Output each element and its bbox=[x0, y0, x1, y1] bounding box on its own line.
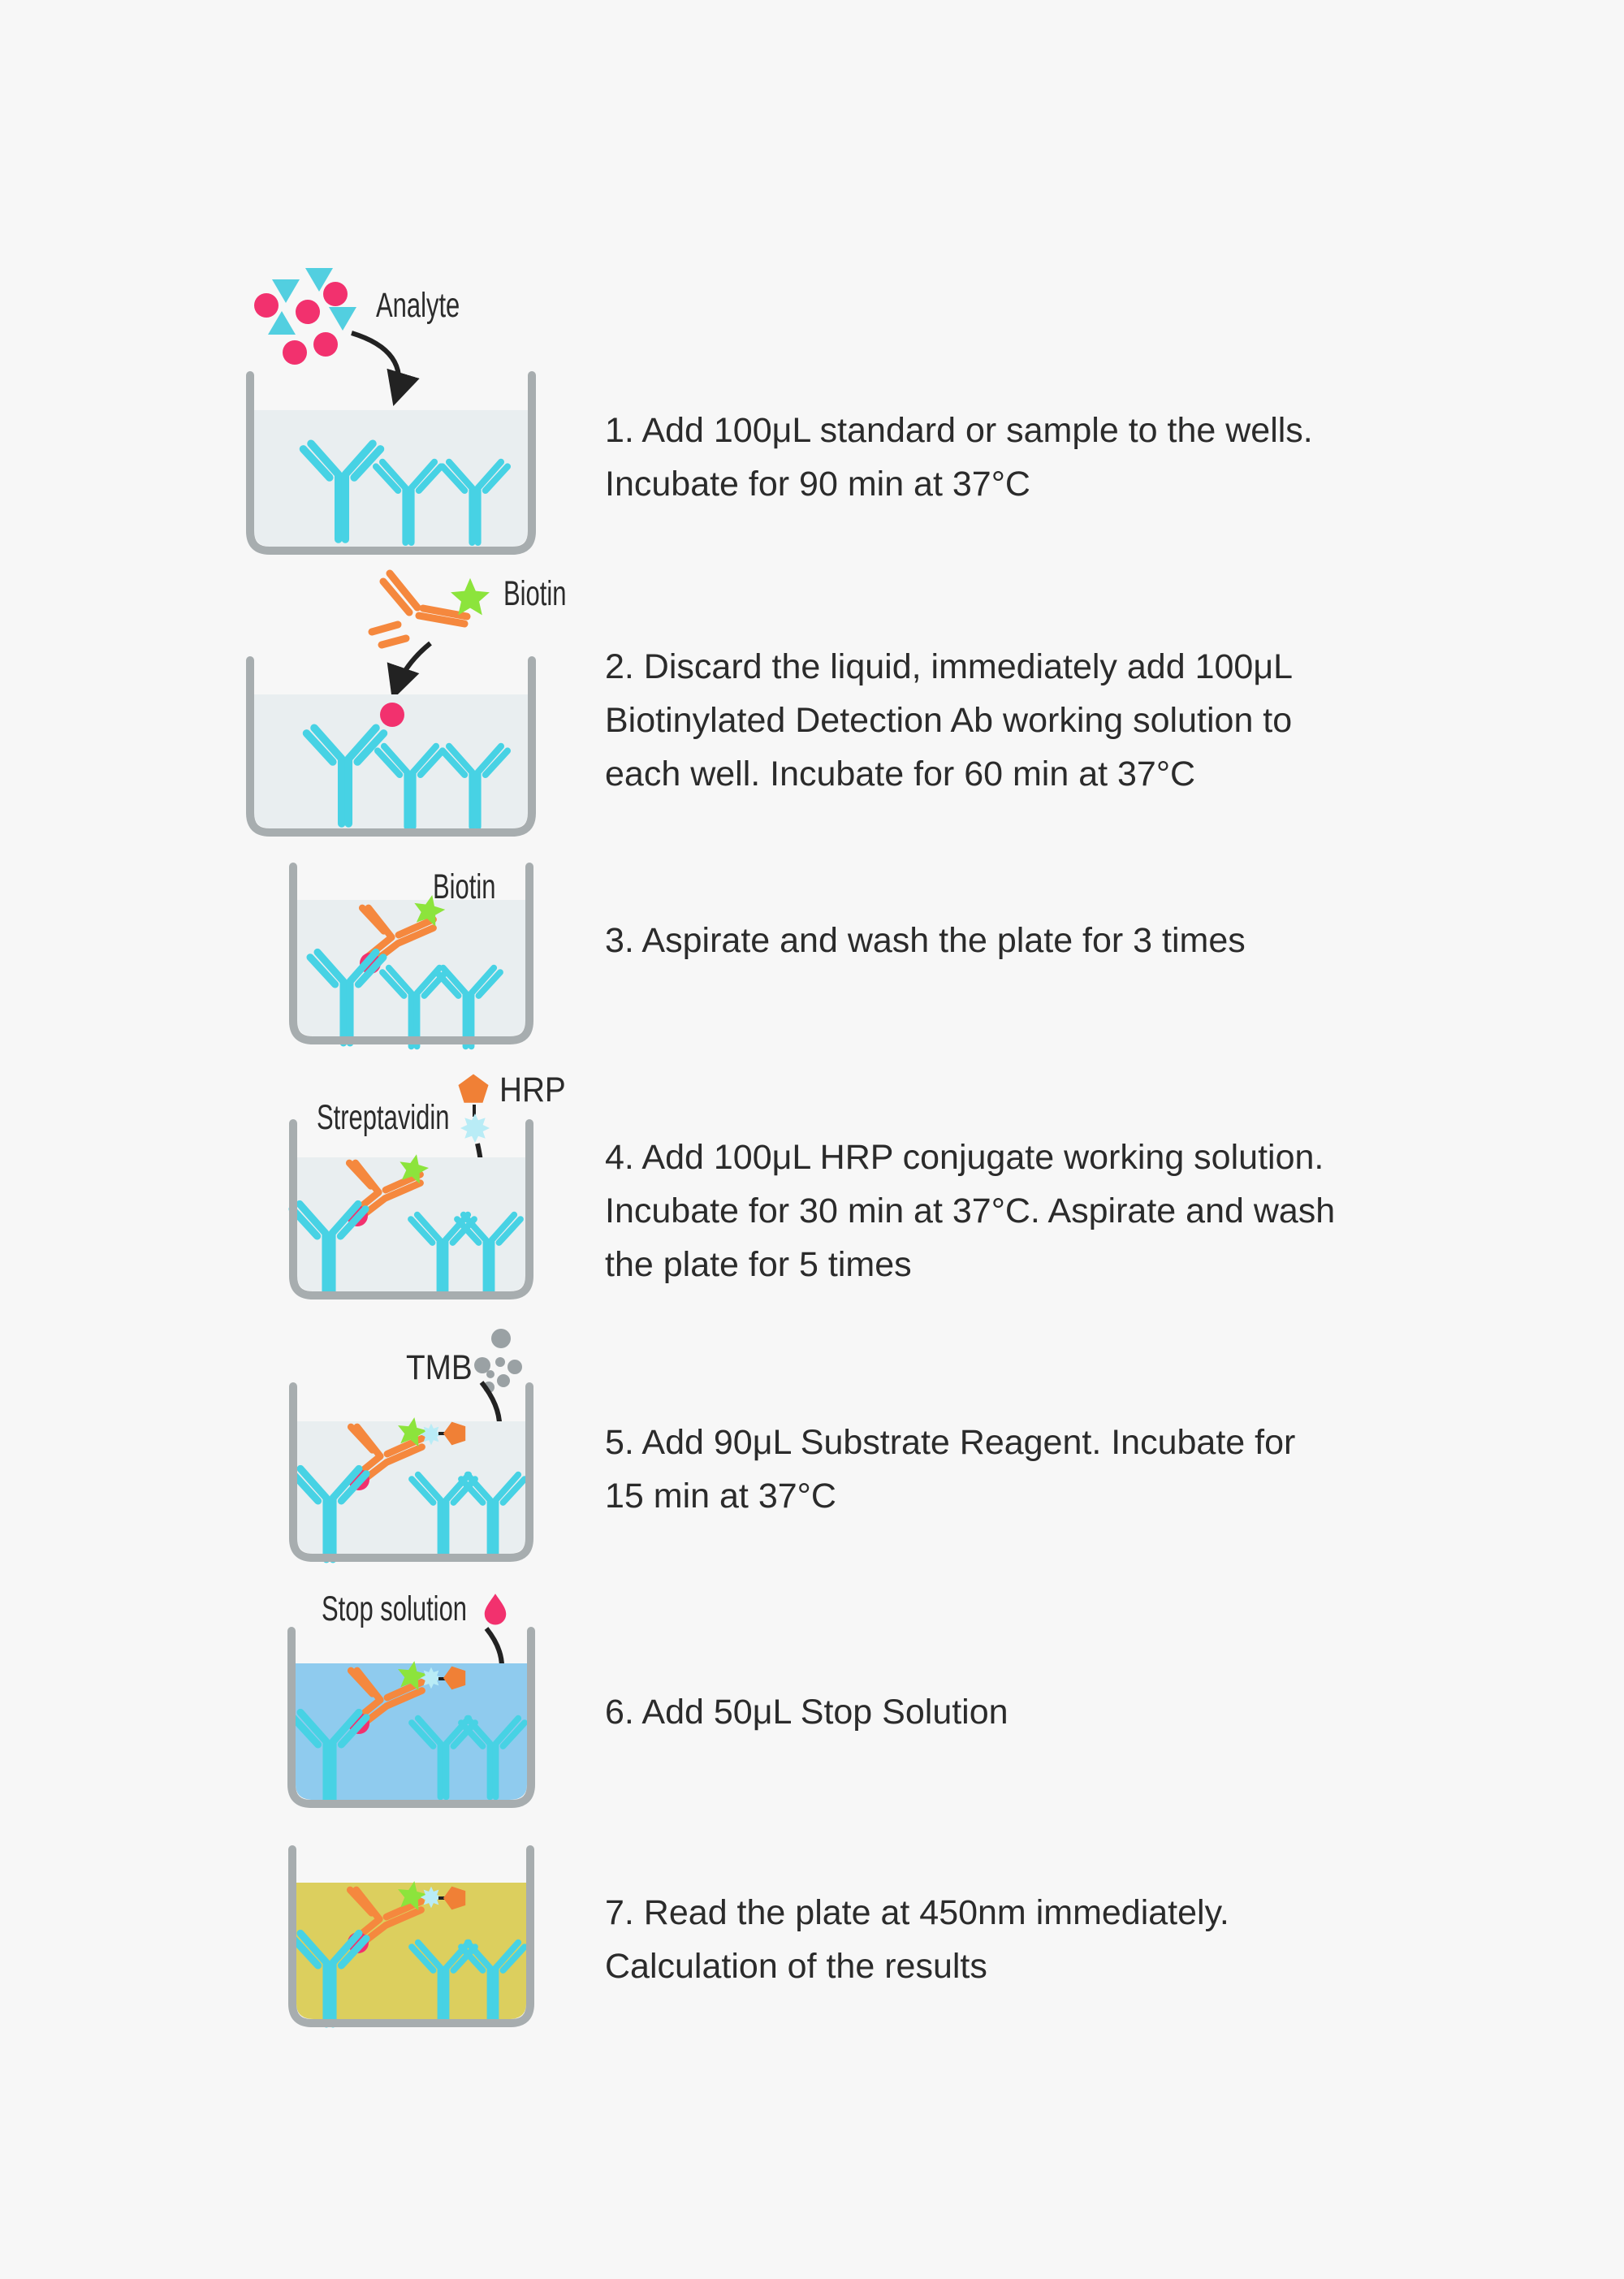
step-7-line-2: Calculation of the results bbox=[605, 1947, 987, 1986]
tmb-label: TMB bbox=[406, 1348, 473, 1387]
step-7-line-1: 7. Read the plate at 450nm immediately. bbox=[605, 1893, 1229, 1932]
biotin-star-icon bbox=[451, 578, 490, 616]
step-2-well-graphic bbox=[250, 573, 532, 832]
biotin-label-step2: Biotin bbox=[503, 574, 567, 613]
streptavidin-icon bbox=[460, 1114, 490, 1143]
analyte-molecules-icon bbox=[254, 268, 356, 365]
step-5-line-2: 15 min at 37°C bbox=[605, 1477, 836, 1516]
step-3-line-1: 3. Aspirate and wash the plate for 3 times bbox=[605, 921, 1246, 960]
streptavidin-label: Streptavidin bbox=[317, 1098, 450, 1137]
add-antibody-arrow-icon bbox=[395, 643, 430, 690]
step-2-line-1: 2. Discard the liquid, immediately add 100μL bbox=[605, 647, 1294, 686]
add-sample-arrow-icon bbox=[352, 333, 399, 396]
step-5-text bbox=[605, 1416, 1295, 1523]
analyte-dot-icon bbox=[313, 332, 338, 357]
step-1-line-1: 1. Add 100μL standard or sample to the wells. bbox=[605, 411, 1313, 450]
analyte-dot-icon bbox=[380, 703, 404, 727]
stop-drop-icon bbox=[485, 1594, 507, 1624]
step-4-line-1: 4. Add 100μL HRP conjugate working solution. bbox=[605, 1138, 1324, 1177]
step-1-text bbox=[605, 404, 1313, 511]
step-3-text bbox=[605, 914, 1246, 967]
step-2-text bbox=[605, 640, 1293, 801]
hrp-pentagon-icon bbox=[458, 1075, 488, 1103]
step-6-line-1: 6. Add 50μL Stop Solution bbox=[605, 1693, 1009, 1732]
step-5-line-1: 5. Add 90μL Substrate Reagent. Incubate for bbox=[605, 1423, 1296, 1462]
step-4-text bbox=[605, 1131, 1335, 1291]
analyte-dot-icon bbox=[254, 293, 279, 318]
analyte-label: Analyte bbox=[376, 286, 460, 325]
step-1-line-2: Incubate for 90 min at 37°C bbox=[605, 465, 1030, 504]
step-7-text bbox=[605, 1886, 1229, 1993]
step-4-line-3: the plate for 5 times bbox=[605, 1245, 912, 1284]
hrp-label: HRP bbox=[499, 1070, 566, 1109]
step-2-line-2: Biotinylated Detection Ab working solution to bbox=[605, 701, 1293, 740]
stop-solution-label: Stop solution bbox=[322, 1589, 468, 1628]
analyte-dot-icon bbox=[323, 282, 348, 306]
analyte-dot-icon bbox=[296, 300, 320, 324]
step-2-line-3: each well. Incubate for 60 min at 37°C bbox=[605, 755, 1196, 794]
detection-antibody-icon bbox=[372, 573, 467, 645]
analyte-dot-icon bbox=[283, 340, 307, 365]
step-7-well-graphic bbox=[292, 1849, 530, 2024]
biotin-label-step3: Biotin bbox=[433, 867, 496, 906]
step-4-line-2: Incubate for 30 min at 37°C. Aspirate and wash bbox=[605, 1191, 1336, 1230]
analyte-triangle-icon bbox=[329, 307, 356, 331]
step-6-text bbox=[605, 1685, 1009, 1739]
